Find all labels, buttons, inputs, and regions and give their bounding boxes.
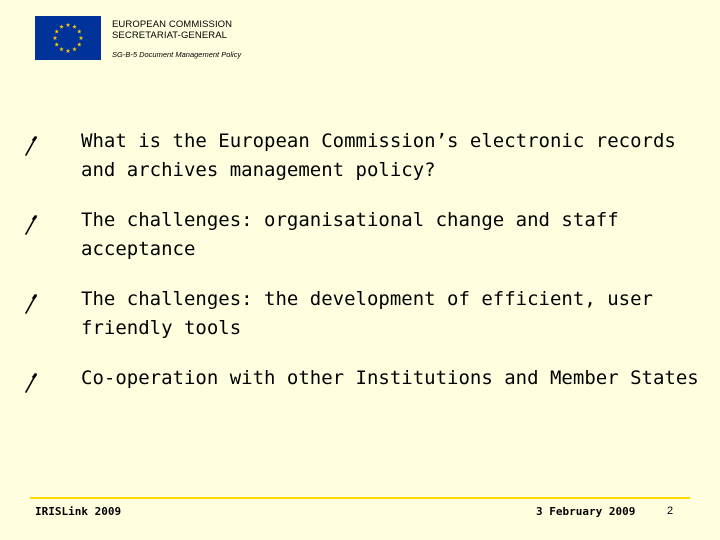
pen-bullet-icon bbox=[24, 136, 38, 156]
flag-star-icon bbox=[77, 29, 82, 33]
bullet-text: What is the European Commission’s electronic records and archives management policy? bbox=[81, 130, 676, 181]
eu-flag-icon bbox=[35, 16, 101, 60]
flag-star-icon bbox=[53, 36, 58, 40]
flag-star-icon bbox=[66, 49, 71, 53]
policy-subtitle: SG-B-5 Document Management Policy bbox=[112, 50, 242, 59]
flag-star-icon bbox=[54, 42, 59, 46]
bullet-text: Co-operation with other Institutions and Member States bbox=[81, 367, 699, 389]
bullet-item bbox=[24, 127, 714, 185]
flag-star-icon bbox=[72, 47, 77, 51]
bullet-list bbox=[24, 127, 714, 414]
footer-event: IRISLink 2009 bbox=[35, 505, 122, 518]
header bbox=[112, 19, 241, 59]
flag-star-icon bbox=[77, 42, 82, 46]
org-department: SECRETARIAT-GENERAL bbox=[112, 30, 228, 41]
footer-divider bbox=[30, 497, 690, 499]
bullet-item bbox=[24, 285, 714, 343]
bullet-text: The challenges: organisational change and staff acceptance bbox=[81, 209, 619, 260]
org-name: EUROPEAN COMMISSION bbox=[112, 19, 233, 30]
flag-star-icon bbox=[54, 29, 59, 33]
bullet-item bbox=[24, 206, 714, 264]
bullet-item bbox=[24, 364, 714, 393]
pen-bullet-icon bbox=[24, 215, 38, 235]
flag-star-icon bbox=[66, 23, 71, 27]
footer-date: 3 February 2009 bbox=[536, 505, 636, 518]
bullet-text: The challenges: the development of efficient, user friendly tools bbox=[81, 288, 653, 339]
flag-star-icon bbox=[72, 24, 77, 28]
flag-star-icon bbox=[59, 47, 64, 51]
flag-star-icon bbox=[59, 24, 64, 28]
page-number: 2 bbox=[667, 505, 674, 517]
pen-bullet-icon bbox=[24, 373, 38, 393]
pen-bullet-icon bbox=[24, 294, 38, 314]
flag-star-icon bbox=[79, 36, 84, 40]
